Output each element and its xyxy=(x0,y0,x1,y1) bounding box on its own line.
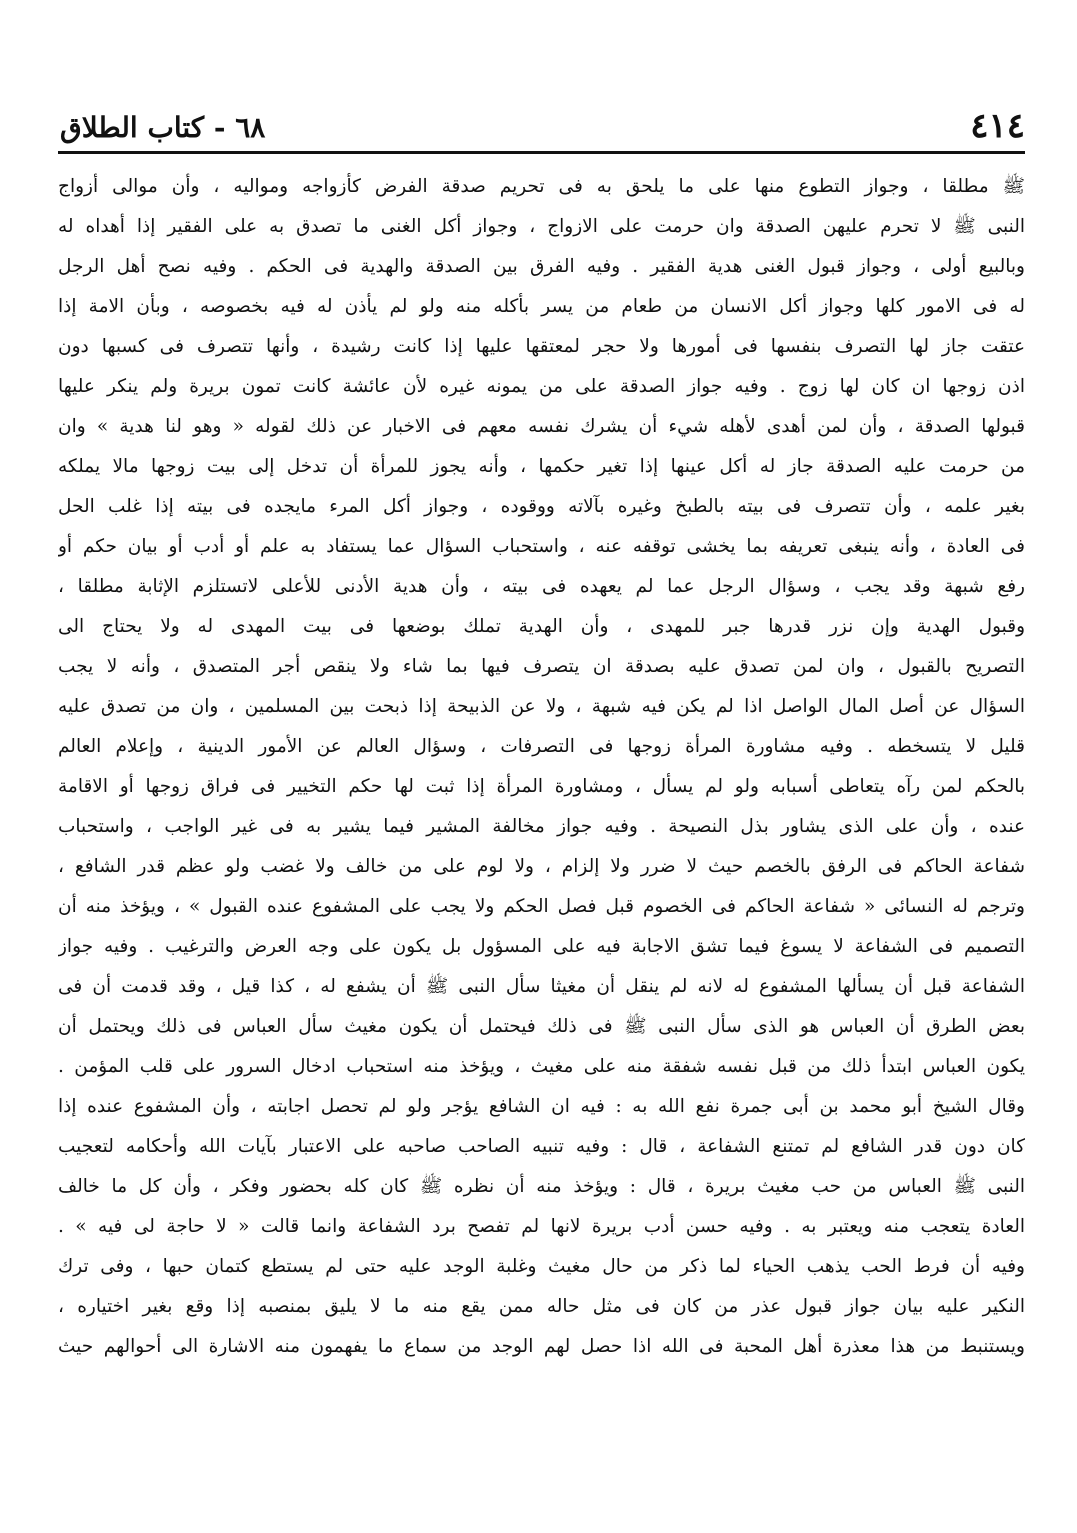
text-line: وقال الشيخ أبو محمد بن أبى جمرة نفع الله به : فيه ان الشافع يؤجر ولو لم تحصل اجابته ، وأن المشفوع عنده إذا xyxy=(58,1096,1025,1117)
body-text xyxy=(58,167,1025,1509)
text-line: التصميم فى الشفاعة لا يسوغ فيما تشق الاجابة فيه على المسؤول بل يكون على وجه العرض والترغيب . وفيه جواز xyxy=(58,936,1025,957)
text-line: وفيه أن فرط الحب يذهب الحياء لما ذكر من حال مغيث وغلبة الوجد عليه حتى لم يستطع كتمان حبها ، وفى ترك xyxy=(58,1256,1025,1277)
text-line: العادة يتعجب منه ويعتبر به . وفيه حسن أدب بريرة لانها لم تفصح برد الشفاعة وانما قالت « لا حاجة لى فيه » . xyxy=(58,1216,1025,1237)
text-line: الشفاعة قبل أن يسألها المشفوع له لانه لم ينقل أن مغيثا سأل النبى ﷺ أن يشفع له ، كذا قيل ، وقد قدمت أن فى xyxy=(58,976,1025,997)
text-line: شفاعة الحاكم فى الرفق بالخصم حيث لا ضرر ولا إلزام ، ولا لوم على من خالف ولا غضب ولو عظم قدر الشافع ، xyxy=(58,856,1025,877)
text-line: يكون العباس ابتدأ ذلك من قبل نفسه شفقة منه على مغيث ، ويؤخذ منه استحباب ادخال السرور على قلب المؤمن . xyxy=(58,1056,1025,1077)
text-line: فى العادة ، وأنه ينبغى تعريفه بما يخشى توقفه عنه ، واستحباب السؤال عما يستفاد به علم أو أدب أو بيان حكم أو xyxy=(58,536,1025,557)
text-line: ويستنبط من هذا معذرة أهل المحبة فى الله اذا حصل لهم الوجد من سماع ما يفهمون منه الاشارة الى أحوالهم حيث xyxy=(58,1336,1025,1357)
text-line: اذن زوجها ان كان لها زوج . وفيه جواز الصدقة على من يمونه غيره لأن عائشة كانت تمون بريرة ولم ينكر عليها xyxy=(58,376,1025,397)
text-line: كان دون قدر الشافع لم تمتنع الشفاعة ، قال : وفيه تنبيه الصاحب صاحبه على الاعتبار بآيات الله وأحكامه لتعجيب xyxy=(58,1136,1025,1157)
text-line: التصريح بالقبول ، وان لمن تصدق عليه بصدقة ان يتصرف فيها بما شاء ولا ينقص أجر المتصدق ، وأنه لا يجب xyxy=(58,656,1025,677)
page-header xyxy=(58,100,1025,150)
running-title: ٦٨ - كتاب الطلاق xyxy=(60,111,266,144)
text-line: عتقت جاز لها التصرف بنفسها فى أمورها ولا حجر لمعتقها عليها إذا كانت رشيدة ، وأنها تتصرف فى كسبها دون xyxy=(58,336,1025,357)
text-line: ﷺ مطلقا ، وجواز التطوع منها على ما يلحق به فى تحريم صدقة الفرض كأزواجه ومواليه ، وأن موالى أزواج xyxy=(58,176,1025,197)
text-line: وترجم له النسائى « شفاعة الحاكم فى الخصوم قبل فصل الحكم ولا يجب على المشفوع عنده القبول » ، ويؤخذ منه أن xyxy=(58,896,1025,917)
text-line: بغير علمه ، وأن تتصرف فى بيته بالطبخ وغيره بآلاته ووقوده ، وجواز أكل المرء مايجده فى بيته إذا غلب الحل xyxy=(58,496,1025,517)
text-line: عنده ، وأن على الذى يشاور بذل النصيحة . وفيه جواز مخالفة المشير فيما يشير به فى غير الواجب ، واستحباب xyxy=(58,816,1025,837)
text-line: السؤال عن أصل المال الواصل اذا لم يكن فيه شبهة ، ولا عن الذبيحة إذا ذبحت بين المسلمين ، وان من تصدق عليه xyxy=(58,696,1025,717)
text-line: قليل لا يتسخطه . وفيه مشاورة المرأة زوجها فى التصرفات ، وسؤال العالم عن الأمور الدينية ، وإعلام العالم xyxy=(58,736,1025,757)
text-line: رفع شبهة وقد يجب ، وسؤال الرجل عما لم يعهده فى بيته ، وأن هدية الأدنى للأعلى لاتستلزم الإثابة مطلقا ، xyxy=(58,576,1025,597)
page-number: ٤١٤ xyxy=(970,106,1025,146)
text-line: النكير عليه بيان جواز قبول عذر من كان فى مثل حاله ممن يقع منه ما لا يليق بمنصبه إذا وقع بغير اختياره ، xyxy=(58,1296,1025,1317)
text-line: وبالبيع أولى ، وجواز قبول الغنى هدية الفقير . وفيه الفرق بين الصدقة والهدية فى الحكم . وفيه نصح أهل الرجل xyxy=(58,256,1025,277)
text-line: وقبول الهدية وإن نزر قدرها جبر للمهدى ، وأن الهدية تملك بوضعها فى بيت المهدى له ولا يحتاج الى xyxy=(58,616,1025,637)
text-line: النبى ﷺ العباس من حب مغيث بريرة ، قال : ويؤخذ منه أن نظره ﷺ كان كله بحضور وفكر ، وأن كل ما خالف xyxy=(58,1176,1025,1197)
text-line: النبى ﷺ لا تحرم عليهن الصدقة وان حرمت على الازواج ، وجواز أكل الغنى ما تصدق به على الفقير إذا أهداه له xyxy=(58,216,1025,237)
text-line: قبولها الصدقة ، وأن لمن أهدى لأهله شيء أن يشرك نفسه معهم فى الاخبار عن ذلك لقوله « وهو لنا هدية » وان xyxy=(58,416,1025,437)
text-line: من حرمت عليه الصدقة جاز له أكل عينها إذا تغير حكمها ، وأنه يجوز للمرأة أن تدخل إلى بيت زوجها مالا يملكه xyxy=(58,456,1025,477)
text-line: بالحكم لمن رآه يتعاطى أسبابه ولو لم يسأل ، ومشاورة المرأة إذا ثبت لها حكم التخيير فى فراق زوجها أو الاقامة xyxy=(58,776,1025,797)
text-line: بعض الطرق أن العباس هو الذى سأل النبى ﷺ فى ذلك فيحتمل أن يكون مغيث سأل العباس فى ذلك ويحتمل أن xyxy=(58,1016,1025,1037)
text-line: له فى الامور كلها وجواز أكل الانسان من طعام من يسر بأكله منه ولو لم يأذن له فيه بخصوصه ، وبأن الامة إذا xyxy=(58,296,1025,317)
header-rule xyxy=(58,151,1025,154)
